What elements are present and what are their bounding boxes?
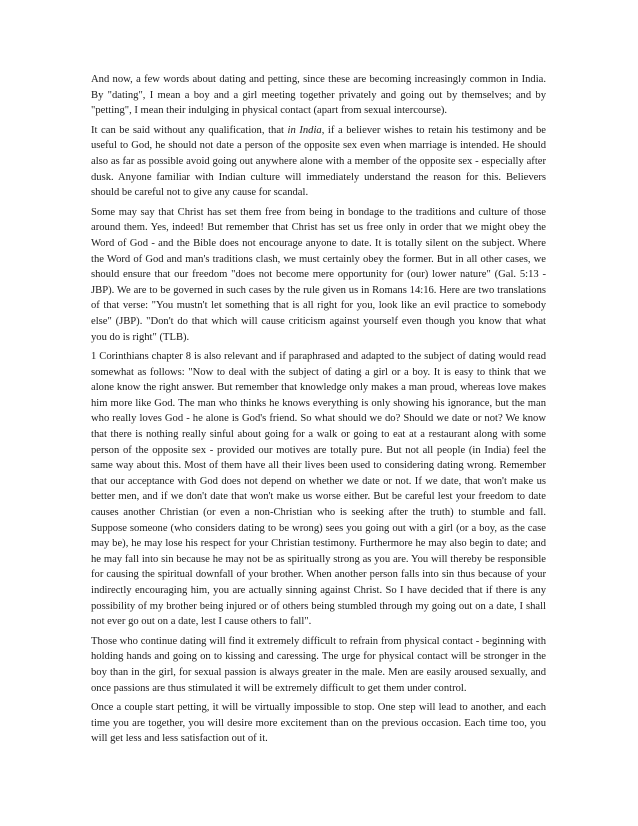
- paragraph-text-after: , if a believer wishes to retain his testimony and be useful to God, he should not date a person of the opposite sex even when marriage is intended. He should also as far as possible avoid going out anywhere alone with a member of the opposite sex - especially after dusk. Anyone familiar with Indian culture will immediately understand the reason for this. Believers should be careful not to give any cause for scandal.: [91, 124, 546, 199]
- paragraph-text: Some may say that Christ has set them free from being in bondage to the traditions and culture of those around them. Yes, indeed! But remember that Christ has set us free only in order that we might obey the Word of God - and the Bible does not encourage anyone to date. It is totally silent on the subject. Where the Word of God and man's traditions clash, we must certainly obey the former. But in all other cases, we should ensure that our freedom "does not become mere opportunity for (our) lower nature" (Gal. 5:13 - JBP). We are to be governed in such cases by the rule given us in Romans 14:16. Here are two translations of that verse: "You mustn't let something that is all right for you, look like an evil practice to somebody else" (JBP). "Don't do that which will cause criticism against yourself even though you know that what you do is right" (TLB).: [91, 206, 546, 343]
- paragraph-text: And now, a few words about dating and petting, since these are becoming increasingly common in India. By "dating", I mean a boy and a girl meeting together privately and going out by themselves; and by "petting", I mean their indulging in physical contact (apart from sexual intercourse).: [91, 74, 546, 117]
- paragraph-corinthians: [91, 349, 546, 630]
- paragraph-christian-freedom: [91, 205, 546, 345]
- paragraph-text-before: It can be said without any qualification, that: [91, 124, 288, 136]
- paragraph-petting: [91, 700, 546, 747]
- paragraph-text: Those who continue dating will find it extremely difficult to refrain from physical contact - beginning with holding hands and going on to kissing and caressing. The urge for physical contact will be stronger in the boy than in the girl, for sexual passion is always greater in the male. Men are easily aroused sexually, and once passions are thus stimulated it will be extremely difficult to get them under control.: [91, 635, 546, 694]
- paragraph-text: Once a couple start petting, it will be virtually impossible to stop. One step will lead to another, and each time you are together, you will desire more excitement than on the previous occasion. Each time too, you will get less and less satisfaction out of it.: [91, 702, 546, 745]
- emphasis-text: in India: [287, 124, 322, 136]
- paragraph-physical-contact: [91, 634, 546, 696]
- paragraph-dating-petting-intro: [91, 72, 546, 119]
- paragraph-in-india: [91, 123, 546, 201]
- document-page: [91, 72, 546, 751]
- paragraph-text: 1 Corinthians chapter 8 is also relevant and if paraphrased and adapted to the subject of dating would read somewhat as follows: "Now to deal with the subject of dating a girl or a boy. It is easy to think that we alone know the right answer. But remember that knowledge only makes a man proud, whereas love makes him more like God. The man who thinks he knows everything is only showing his ignorance, but the man who really loves God - he alone is God's friend. So what should we do? Should we date or not? We know that there is nothing really sinful about going for a walk or going to eat at a restaurant along with some person of the opposite sex - provided our motives are totally pure. But not all people (in India) feel the same way about this. Most of them have all their lives been used to considering dating wrong. Remember that our acceptance with God does not depend on whether we date or not. If we date, that won't make us better men, and if we don't date that won't make us worse either. But be careful lest your freedom to date causes another Christian (or even a non-Christian who is seeking after the truth) to stumble and fall. Suppose someone (who considers dating to be wrong) sees you going out with a girl (or a boy, as the case may be), he may lose his respect for your Christian testimony. Furthermore he may also begin to date; and he may fall into sin because he may not be as spiritually strong as you are. You will thereby be responsible for causing the spiritual downfall of your brother. When another person falls into sin thus because of your indirectly encouraging him, you are actually sinning against Christ. So I have decided that if there is any possibility of my brother being injured or of others being stumbled through my going out on a date, I shall not ever go out on a date, lest I cause others to fall".: [91, 351, 546, 628]
